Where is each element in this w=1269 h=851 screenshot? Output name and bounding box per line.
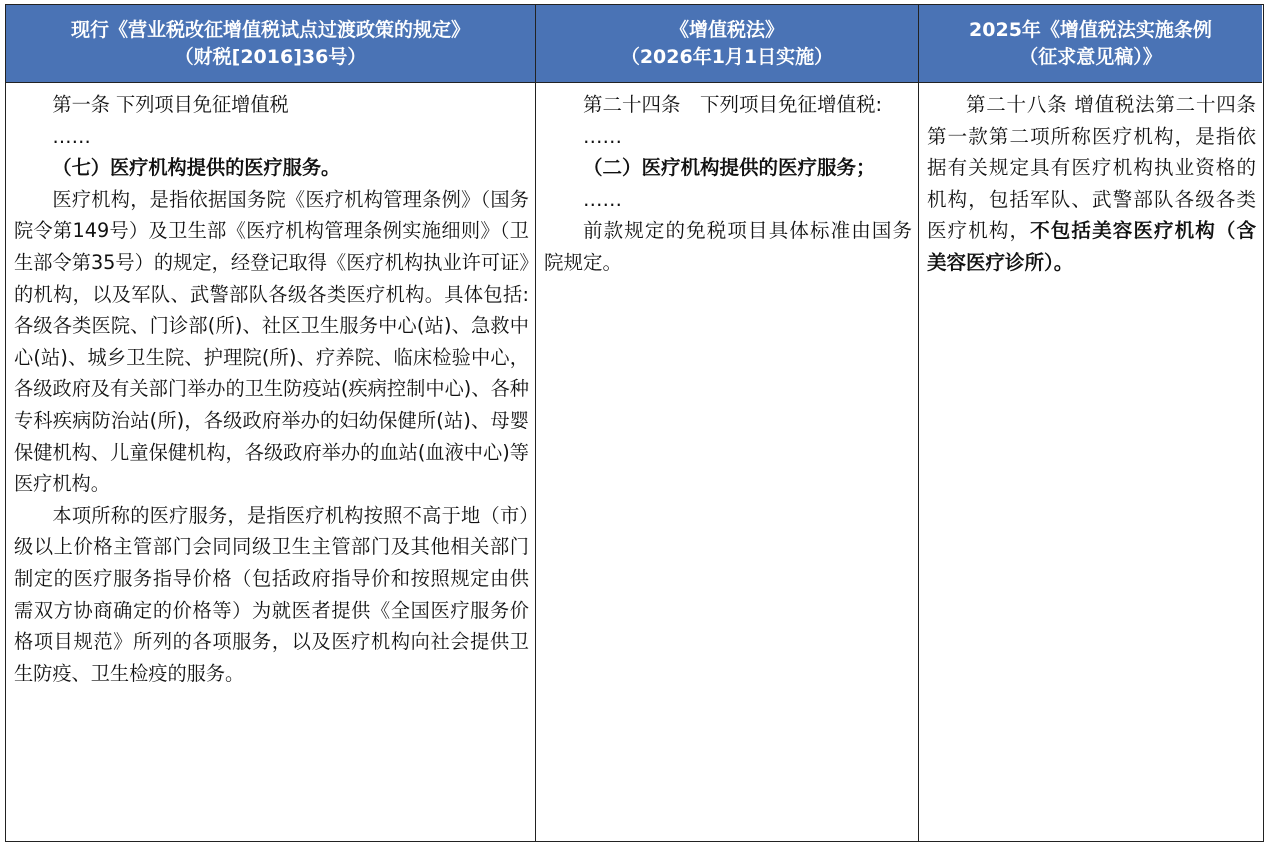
- vat-law-exemption-standard: 前款规定的免税项目具体标准由国务院规定。: [544, 219, 912, 274]
- rules-article-28-text: 第二十八条 增值税法第二十四条第一款第二项所称医疗机构，是指依据有关规定具有医疗机构执业资格的机构，包括军队、武警部队各级各类医疗机构，: [927, 93, 1256, 243]
- column-implementation-rules: [918, 83, 1262, 841]
- current-article-1: 第一条 下列项目免征增值税: [52, 93, 289, 116]
- rules-article-28-exclusion: 不包括美容医疗机构（含美容医疗诊所）。: [927, 219, 1256, 274]
- medical-service-definition: 本项所称的医疗服务，是指医疗机构按照不高于地（市）级以上价格主管部门会同同级卫生主管部门及其他相关部门制定的医疗服务指导价格（包括政府指导价和按照规定由供需双方协商确定的价格等）为就医者提供《全国医疗服务价格项目规范》所列的各项服务，以及医疗机构向社会提供卫生防疫、卫生检疫的服务。: [14, 503, 529, 685]
- ellipsis: ……: [583, 124, 622, 148]
- header-vat-law: [535, 5, 918, 83]
- column-current-policy: [6, 83, 535, 841]
- header-vat-law-line2: （2026年1月1日实施）: [620, 45, 834, 68]
- vat-law-article-24: 第二十四条 下列项目免征增值税:: [583, 93, 883, 116]
- header-implementation-rules-line2: （征求意见稿）》: [1019, 45, 1162, 68]
- ellipsis: ……: [583, 187, 622, 211]
- header-current-policy-line2: （财税[2016]36号）: [174, 45, 367, 68]
- header-current-policy-line1: 现行《营业税改征增值税试点过渡政策的规定》: [70, 18, 470, 41]
- column-vat-law: [535, 83, 918, 841]
- medical-institution-definition: 医疗机构，是指依据国务院《医疗机构管理条例》（国务院令第149号）及卫生部《医疗机构管理条例实施细则》（卫生部令第35号）的规定，经登记取得《医疗机构执业许可证》的机构，以及军队、武警部队各级各类医疗机构。具体包括:各级各类医院、门诊部(所)、社区卫生服务中心(站)、急救中心(站)、城乡卫生院、护理院(所)、疗养院、临床检验中心，各级政府及有关部门举办的卫生防疫站(疾病控制中心)、各种专科疾病防治站(所)，各级政府举办的妇幼保健所(站)、母婴保健机构、儿童保健机构，各级政府举办的血站(血液中心)等医疗机构。: [14, 187, 529, 496]
- header-implementation-rules: [918, 5, 1262, 83]
- header-current-policy: [6, 5, 535, 83]
- vat-law-item-2: （二）医疗机构提供的医疗服务；: [583, 156, 876, 180]
- rules-article-28: [927, 89, 1256, 279]
- header-implementation-rules-line1: 2025年《增值税法实施条例: [969, 18, 1212, 41]
- comparison-table: [5, 4, 1264, 842]
- ellipsis: ……: [52, 124, 91, 148]
- header-vat-law-line1: 《增值税法》: [669, 18, 784, 41]
- current-item-7: （七）医疗机构提供的医疗服务。: [52, 156, 341, 180]
